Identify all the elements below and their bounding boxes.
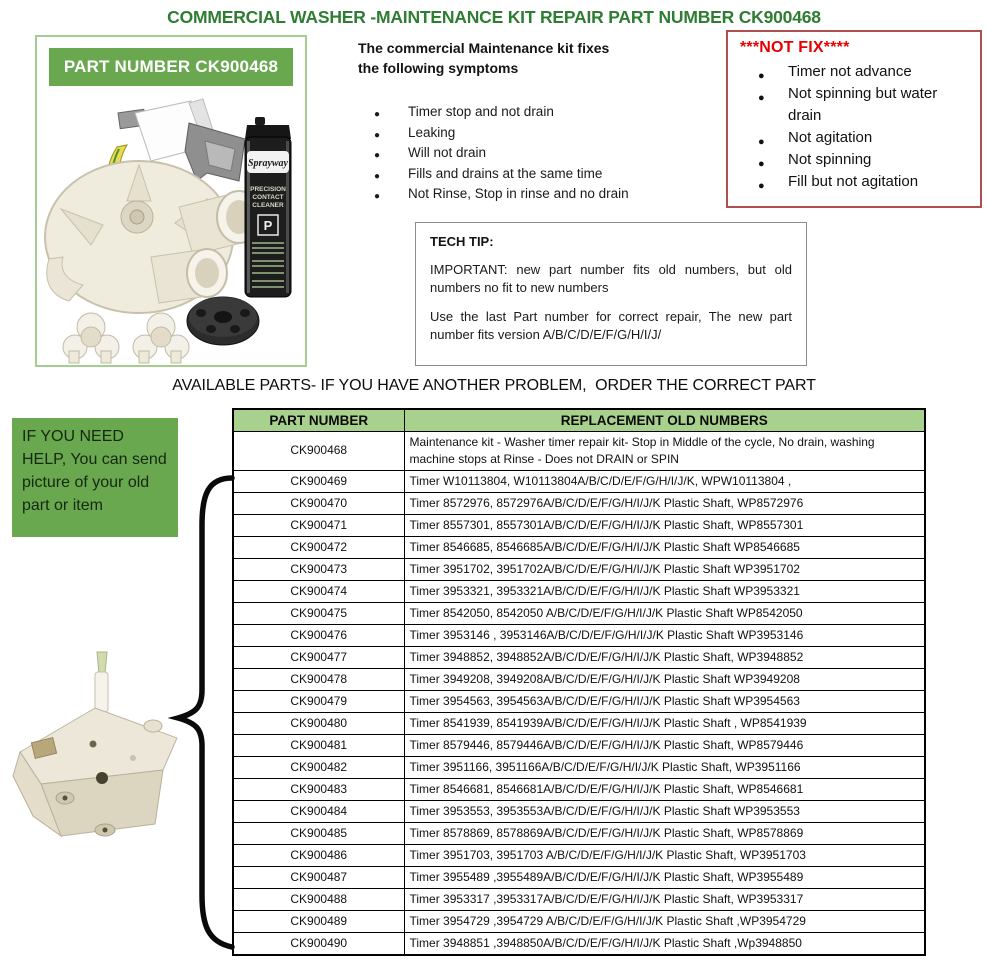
help-note: IF YOU NEED HELP, You can send picture of your old part or item — [12, 418, 178, 537]
column-header-replacement: REPLACEMENT OLD NUMBERS — [404, 409, 925, 431]
spray-can-icon — [245, 117, 291, 297]
part-number-cell: CK900486 — [233, 845, 404, 867]
replacement-cell: Timer 3953553, 3953553A/B/C/D/E/F/G/H/I/J/K Plastic Shaft WP3953553 — [404, 801, 925, 823]
replacement-cell: Timer 8542050, 8542050 A/B/C/D/E/F/G/H/I/J/K Plastic Shaft WP8542050 — [404, 602, 925, 624]
table-row — [233, 779, 925, 801]
part-number-cell: CK900469 — [233, 470, 404, 492]
part-number-banner: PART NUMBER CK900468 — [49, 48, 293, 86]
replacement-cell: Timer 3954563, 3954563A/B/C/D/E/F/G/H/I/J/K Plastic Shaft WP3954563 — [404, 690, 925, 712]
washer-timer-icon — [13, 652, 177, 836]
replacement-cell: Timer 3953146 , 3953146A/B/C/D/E/F/G/H/I/J/K Plastic Shaft WP3953146 — [404, 624, 925, 646]
table-row — [233, 514, 925, 536]
symptoms-list — [374, 102, 713, 205]
table-row — [233, 801, 925, 823]
part-number-cell: CK900482 — [233, 756, 404, 778]
not-fix-item: ● Not spinning — [758, 149, 972, 171]
rubber-coupler-disc-icon — [187, 297, 259, 345]
symptom-item: ● Fills and drains at the same time — [374, 164, 713, 185]
tech-tip-box — [415, 222, 807, 366]
table-row — [233, 756, 925, 778]
table-row — [233, 933, 925, 956]
svg-text:CONTACT: CONTACT — [252, 194, 284, 201]
table-row — [233, 690, 925, 712]
symptoms-section — [358, 38, 713, 205]
table-row — [233, 558, 925, 580]
drain-pump-icon — [45, 161, 261, 313]
part-number-cell: CK900468 — [233, 431, 404, 470]
replacement-cell: Timer 8572976, 8572976A/B/C/D/E/F/G/H/I/J/K Plastic Shaft, WP8572976 — [404, 492, 925, 514]
column-header-part-number: PART NUMBER — [233, 409, 404, 431]
symptom-item: ● Leaking — [374, 123, 713, 144]
part-number-cell: CK900479 — [233, 690, 404, 712]
svg-text:P: P — [263, 218, 273, 233]
table-row — [233, 431, 925, 470]
part-number-cell: CK900489 — [233, 911, 404, 933]
washer-timer-photo — [5, 648, 190, 853]
replacement-cell: Timer 3948851 ,3948850A/B/C/D/E/F/G/H/I/J/K Plastic Shaft ,Wp3948850 — [404, 933, 925, 956]
part-number-cell: CK900475 — [233, 602, 404, 624]
part-number-cell: CK900478 — [233, 668, 404, 690]
table-row — [233, 734, 925, 756]
not-fix-list — [758, 61, 972, 193]
table-row — [233, 646, 925, 668]
table-row — [233, 712, 925, 734]
replacement-cell: Timer 8546681, 8546681A/B/C/D/E/F/G/H/I/J/K Plastic Shaft, WP8546681 — [404, 779, 925, 801]
table-row — [233, 470, 925, 492]
replacement-cell: Timer W10113804, W10113804A/B/C/D/E/F/G/H/I/J/K, WPW10113804 , — [404, 470, 925, 492]
replacement-cell: Timer 3949208, 3949208A/B/C/D/E/F/G/H/I/J/K Plastic Shaft WP3949208 — [404, 668, 925, 690]
parts-table-body — [233, 431, 925, 955]
symptoms-heading: The commercial Maintenance kit fixes the following symptoms — [358, 40, 610, 76]
replacement-cell: Timer 3951702, 3951702A/B/C/D/E/F/G/H/I/J/K Plastic Shaft WP3951702 — [404, 558, 925, 580]
table-row — [233, 911, 925, 933]
part-number-cell: CK900483 — [233, 779, 404, 801]
tech-tip-paragraph-1: IMPORTANT: new part number fits old numbers, but old numbers no fit to new numbers — [430, 262, 792, 295]
replacement-cell: Timer 3953321, 3953321A/B/C/D/E/F/G/H/I/J/K Plastic Shaft WP3953321 — [404, 580, 925, 602]
not-fix-title: ***NOT FIX**** — [740, 39, 850, 56]
svg-text:PRECISION: PRECISION — [250, 186, 286, 193]
part-number-cell: CK900481 — [233, 734, 404, 756]
tech-tip-title: TECH TIP: — [430, 234, 494, 249]
part-number-cell: CK900484 — [233, 801, 404, 823]
table-header-row — [233, 409, 925, 431]
replacement-cell: Timer 3951703, 3951703 A/B/C/D/E/F/G/H/I/J/K Plastic Shaft, WP3951703 — [404, 845, 925, 867]
table-row — [233, 536, 925, 558]
part-number-cell: CK900473 — [233, 558, 404, 580]
parts-table — [232, 408, 926, 956]
replacement-cell: Timer 8546685, 8546685A/B/C/D/E/F/G/H/I/J/K Plastic Shaft WP8546685 — [404, 536, 925, 558]
part-number-cell: CK900470 — [233, 492, 404, 514]
symptom-item: ● Timer stop and not drain — [374, 102, 713, 123]
available-parts-heading: AVAILABLE PARTS- IF YOU HAVE ANOTHER PROBLEM, ORDER THE CORRECT PART — [172, 377, 816, 394]
table-row — [233, 668, 925, 690]
not-fix-item: ● Timer not advance — [758, 61, 972, 83]
replacement-cell: Timer 8541939, 8541939A/B/C/D/E/F/G/H/I/J/K Plastic Shaft , WP8541939 — [404, 712, 925, 734]
replacement-cell: Maintenance kit - Washer timer repair kit- Stop in Middle of the cycle, No drain, washing machine stops at Rinse - Does not DRAIN or SPIN — [404, 431, 925, 470]
table-row — [233, 867, 925, 889]
replacement-cell: Timer 3948852, 3948852A/B/C/D/E/F/G/H/I/J/K Plastic Shaft, WP3948852 — [404, 646, 925, 668]
svg-text:CLEANER: CLEANER — [252, 202, 284, 209]
part-number-cell: CK900487 — [233, 867, 404, 889]
tech-tip-paragraph-2: Use the last Part number for correct repair, The new part number fits version A/B/C/D/E/F/G/H/I/J/ — [430, 309, 792, 342]
part-number-cell: CK900471 — [233, 514, 404, 536]
part-number-cell: CK900490 — [233, 933, 404, 956]
table-row — [233, 492, 925, 514]
not-fix-item: ● Not spinning but water drain — [758, 83, 972, 127]
not-fix-box — [726, 30, 982, 208]
replacement-cell: Timer 3951166, 3951166A/B/C/D/E/F/G/H/I/J/K Plastic Shaft, WP3951166 — [404, 756, 925, 778]
symptom-item: ● Will not drain — [374, 143, 713, 164]
replacement-cell: Timer 8557301, 8557301A/B/C/D/E/F/G/H/I/J/K Plastic Shaft, WP8557301 — [404, 514, 925, 536]
part-number-cell: CK900472 — [233, 536, 404, 558]
replacement-cell: Timer 3954729 ,3954729 A/B/C/D/E/F/G/H/I/J/K Plastic Shaft ,WP3954729 — [404, 911, 925, 933]
table-row — [233, 580, 925, 602]
maintenance-kit-photo — [39, 89, 305, 367]
symptom-item: ● Not Rinse, Stop in rinse and no drain — [374, 184, 713, 205]
part-number-cell: CK900485 — [233, 823, 404, 845]
replacement-cell: Timer 3955489 ,3955489A/B/C/D/E/F/G/H/I/J/K Plastic Shaft, WP3955489 — [404, 867, 925, 889]
table-row — [233, 624, 925, 646]
part-number-cell: CK900474 — [233, 580, 404, 602]
part-number-cell: CK900476 — [233, 624, 404, 646]
part-number-cell: CK900488 — [233, 889, 404, 911]
not-fix-item: ● Not agitation — [758, 127, 972, 149]
motor-coupler-pair-icon — [63, 313, 189, 363]
part-number-cell: CK900477 — [233, 646, 404, 668]
table-row — [233, 602, 925, 624]
table-row — [233, 889, 925, 911]
product-kit-box — [35, 35, 307, 367]
svg-text:Sprayway: Sprayway — [248, 158, 288, 169]
table-row — [233, 845, 925, 867]
part-number-cell: CK900480 — [233, 712, 404, 734]
replacement-cell: Timer 8579446, 8579446A/B/C/D/E/F/G/H/I/J/K Plastic Shaft, WP8579446 — [404, 734, 925, 756]
replacement-cell: Timer 3953317 ,3953317A/B/C/D/E/F/G/H/I/J/K Plastic Shaft, WP3953317 — [404, 889, 925, 911]
page-title: COMMERCIAL WASHER -MAINTENANCE KIT REPAIR PART NUMBER CK900468 — [167, 7, 821, 27]
not-fix-item: ● Fill but not agitation — [758, 171, 972, 193]
table-row — [233, 823, 925, 845]
replacement-cell: Timer 8578869, 8578869A/B/C/D/E/F/G/H/I/J/K Plastic Shaft, WP8578869 — [404, 823, 925, 845]
